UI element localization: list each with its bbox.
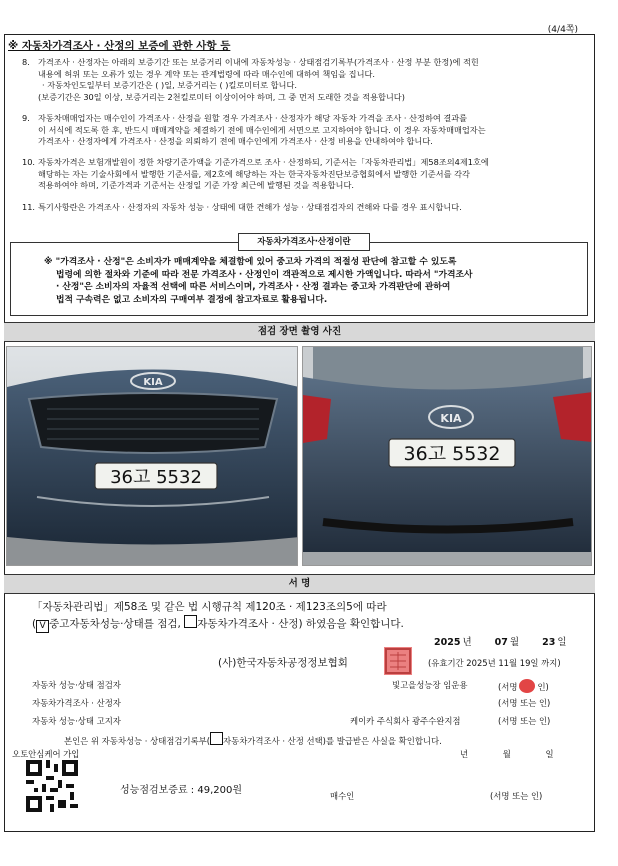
qr-code[interactable] [26,760,78,812]
receipt-date: 년 월 일 [460,749,554,759]
performance-check-checkbox[interactable]: V [36,620,49,633]
notice-item-11: 11. 특기사항란은 가격조사 · 산정자의 자동차 성능 · 상태에 대한 견해가 성능 · 상태점검자의 견해와 다를 경우 표시합니다. [22,202,462,212]
signature-section-title: 서 명 [4,574,595,594]
org-seal-stamp [384,647,412,675]
inspector-sign: (서명 인) [498,679,549,693]
kia-badge: KIA [143,377,163,388]
auto-care-label: 오토안심케어 가입 [12,749,80,759]
notice-item-9: 9. 자동차매매업자는 매수인이 가격조사 · 산정을 원할 경우 가격조사 · 산정자가 해당 자동차 가격을 조사 · 산정하여 결과를 이 서식에 적도록 한 후, 반드시 매매계약을 체결하기 전에 매수인에게 서면으로 고지하여야 합니다. 이 경우 자동차매매업자는 가격조사 · 산정자에게 가격조사 · 산정을 의뢰하기 전에 매수인에게 가격조사 · 산정 비용을 안내하여야 합니다. [22,113,486,146]
sign-date: 2025 년 07 월 23 일 [434,637,567,648]
notifier-label: 자동차 성능·상태 고지자 [32,716,121,726]
price-assessor-label: 자동차가격조사 · 산정자 [32,698,121,708]
validity-period: (유효기간 2025년 11월 19일 까지) [428,658,561,668]
notice-item-8: 8. 가격조사 · 산정자는 아래의 보증기간 또는 보증거리 이내에 자동차성능 · 상태점검기록부(가격조사 · 산정 부분 한정)에 적힌 내용에 허위 또는 오류가 있는 경우 계약 또는 관계법령에 따라 매수인에 대하여 책임을 집니다. · 자동차인도일부터 보증기간은 ( )일, 보증거리는 ( )킬로미터로 합니다. (보증기간은 30일 이상, 보증거리는 2천킬로미터 이상이어야 하며, 그 중 먼저 도래한 것을 적용합니다) [22,57,479,102]
inspection-photo-front [6,346,298,566]
insurance-fee: 성능점검보증료 : 49,200원 [120,785,242,796]
issuing-org: (사)한국자동차공정정보협회 [218,657,348,669]
section-title: ※ 자동차가격조사 · 산정의 보증에 관한 사항 등 [8,40,231,52]
price-notice-text: ※ "가격조사 · 산정"은 소비자가 매매계약을 체결함에 있어 중고차 가격의 적절성 판단에 참고할 수 있도록 법령에 의한 절차와 기준에 따라 전문 가격조사 · 산정인이 객관적으로 제시한 가액입니다. 따라서 "가격조사 · 산정"은 소비자의 자율적 선택에 따른 서비스이며, 가격조사 · 산정 결과는 중고차 가격판단에 관하여 법적 구속력은 없고 소비자의 구매여부 결정에 참고자료로 활용됩니다. [44,257,473,305]
photo-section-title: 점검 장면 촬영 사진 [4,322,595,342]
page-number: (4/4쪽) [547,25,578,35]
buyer-label: 매수인 [330,791,355,801]
law-basis-line: 「자동차관리법」제58조 및 같은 법 시행규칙 제120조 · 제123조의5에 따라 [32,601,387,613]
price-assessor-sign: (서명 또는 인) [498,698,551,708]
price-survey-checkbox[interactable] [184,615,197,628]
receipt-confirm-line: 본인은 위 자동차성능 · 상태점검기록부( 자동차가격조사 · 산정 선택)를 발급받은 사실을 확인합니다. [64,732,442,747]
price-notice-title: 자동차가격조사·산정이란 [238,233,370,251]
inspection-photo-rear [302,346,592,566]
kia-badge-rear: KIA [440,412,462,425]
license-plate-rear: 36고 5532 [403,443,501,465]
notifier-name: 케이카 주식회사 광주수완지점 [350,716,461,726]
buyer-sign: (서명 또는 인) [490,791,543,801]
confirm-line: ( V 중고자동차성능·상태를 점검, 자동차가격조사 · 산정) 하였음을 확인합니다. [32,615,404,633]
receipt-price-checkbox[interactable] [210,732,223,745]
inspector-name: 빛고을성능장 임운용 [392,680,468,690]
notice-item-10: 10. 자동차가격은 보험개발원이 정한 차량기준가액을 기준가격으로 조사 · 산정하되, 기준서는「자동차관리법」제58조의4제1호에 해당하는 자는 기술사회에서 발행한 기준서를, 제2호에 해당하는 자는 한국자동차진단보증협회에서 발행한 기준서를 각각 적용하여야 하며, 기준가격과 기준서는 산정일 기준 가장 최근에 발행된 것을 적용합니다. [22,157,489,190]
license-plate-front: 36고 5532 [110,467,202,488]
inspector-seal-stamp [519,679,535,693]
inspector-label: 자동차 성능·상태 점검자 [32,680,121,690]
car-front-photo [7,347,298,566]
car-rear-photo [303,347,592,566]
notifier-sign: (서명 또는 인) [498,716,551,726]
